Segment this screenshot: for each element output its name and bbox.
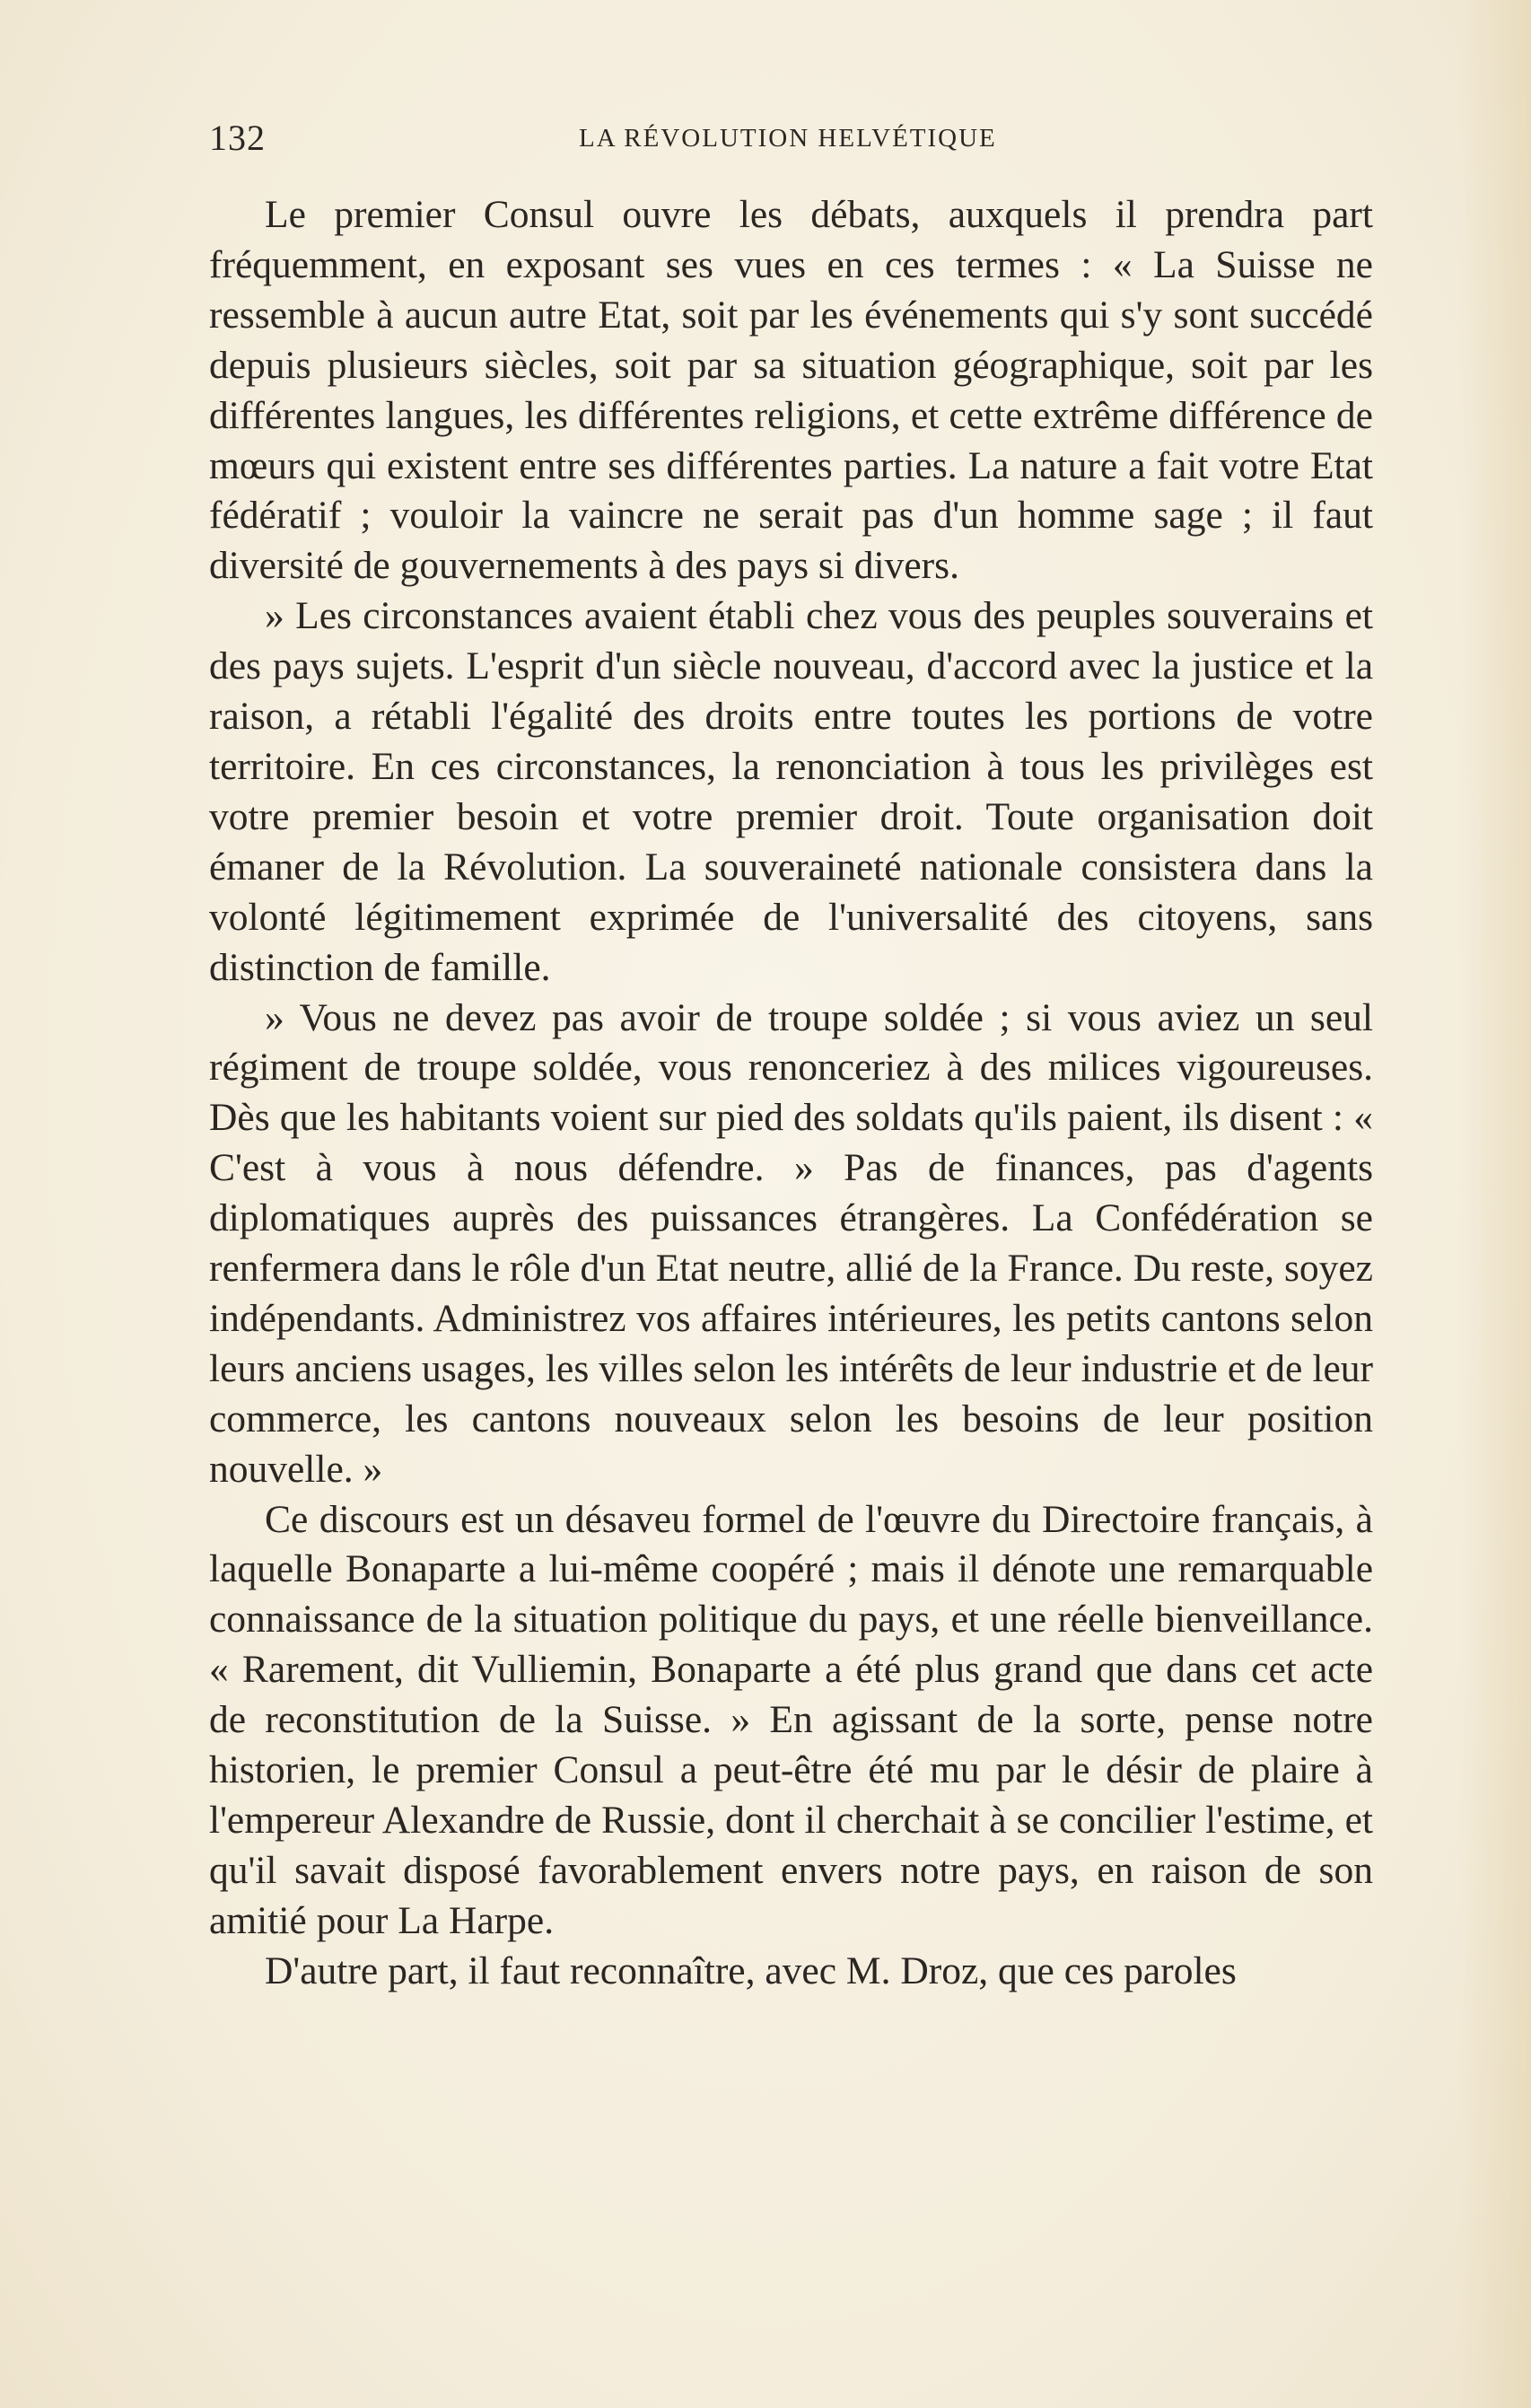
paragraph-speech-military: » Vous ne devez pas avoir de troupe soldée ; si vous aviez un seul régiment de troupe soldée, vous renonceriez à des milices vigoureuses. Dès que les habitants voient sur pied des soldats qu'ils paient, ils disent : « C'est à vous à nous défendre. » Pas de finances, pas d'agents diplomatiques auprès des puissances étrangères. La Confédération se renfermera dans le rôle d'un Etat neutre, allié de la France. Du reste, soyez indépendants. Administrez vos affaires intérieures, les petits cantons selon leurs anciens usages, les villes selon les intérêts de leur industrie et de leur commerce, les cantons nouveaux selon les besoins de leur position nouvelle. » xyxy=(209,995,1373,1491)
paragraph-commentary: Ce discours est un désaveu formel de l'œuvre du Directoire français, à laquelle Bonaparte a lui-même coopéré ; mais il dénote une remarquable connaissance de la situation politique du pays, et une réelle bienveillance. « Rarement, dit Vulliemin, Bonaparte a été plus grand que dans cet acte de reconstitution de la Suisse. » En agissant de la sorte, pense notre historien, le premier Consul a peut-être été mu par le désir de plaire à l'empereur Alexandre de Russie, dont il cherchait à se concilier l'estime, et qu'il savait disposé favorablement envers notre pays, en raison de son amitié pour La Harpe. xyxy=(209,1497,1373,1942)
paragraph-speech-intro: Le premier Consul ouvre les débats, auxquels il prendra part fréquemment, en exposant ses vues en ces termes : « La Suisse ne ressemble à aucun autre Etat, soit par les événements qui s'y sont succédé depuis plusieurs siècles, soit par sa situation géographique, soit par les différentes langues, les différentes religions, et cette extrême différence de mœurs qui existent entre ses différentes parties. La nature a fait votre Etat fédératif ; vouloir la vaincre ne serait pas d'un homme sage ; il faut diversité de gouvernements à des pays si divers. xyxy=(209,193,1373,588)
page-number: 132 xyxy=(209,118,266,158)
running-title: LA RÉVOLUTION HELVÉTIQUE xyxy=(579,124,997,153)
paragraph-continuation: D'autre part, il faut reconnaître, avec M. Droz, que ces paroles xyxy=(265,1948,1237,1992)
body-text xyxy=(209,190,1373,1997)
paragraph-speech-rights: » Les circonstances avaient établi chez vous des peuples souverains et des pays sujets. L'esprit d'un siècle nouveau, d'accord avec la justice et la raison, a rétabli l'égalité des droits entre toutes les portions de votre territoire. En ces circonstances, la renonciation à tous les privilèges est votre premier besoin et votre premier droit. Toute organisation doit émaner de la Révolution. La souveraineté nationale consistera dans la volonté légitimement exprimée de l'universalité des citoyens, sans distinction de famille. xyxy=(209,594,1373,989)
page-header xyxy=(209,117,1376,171)
